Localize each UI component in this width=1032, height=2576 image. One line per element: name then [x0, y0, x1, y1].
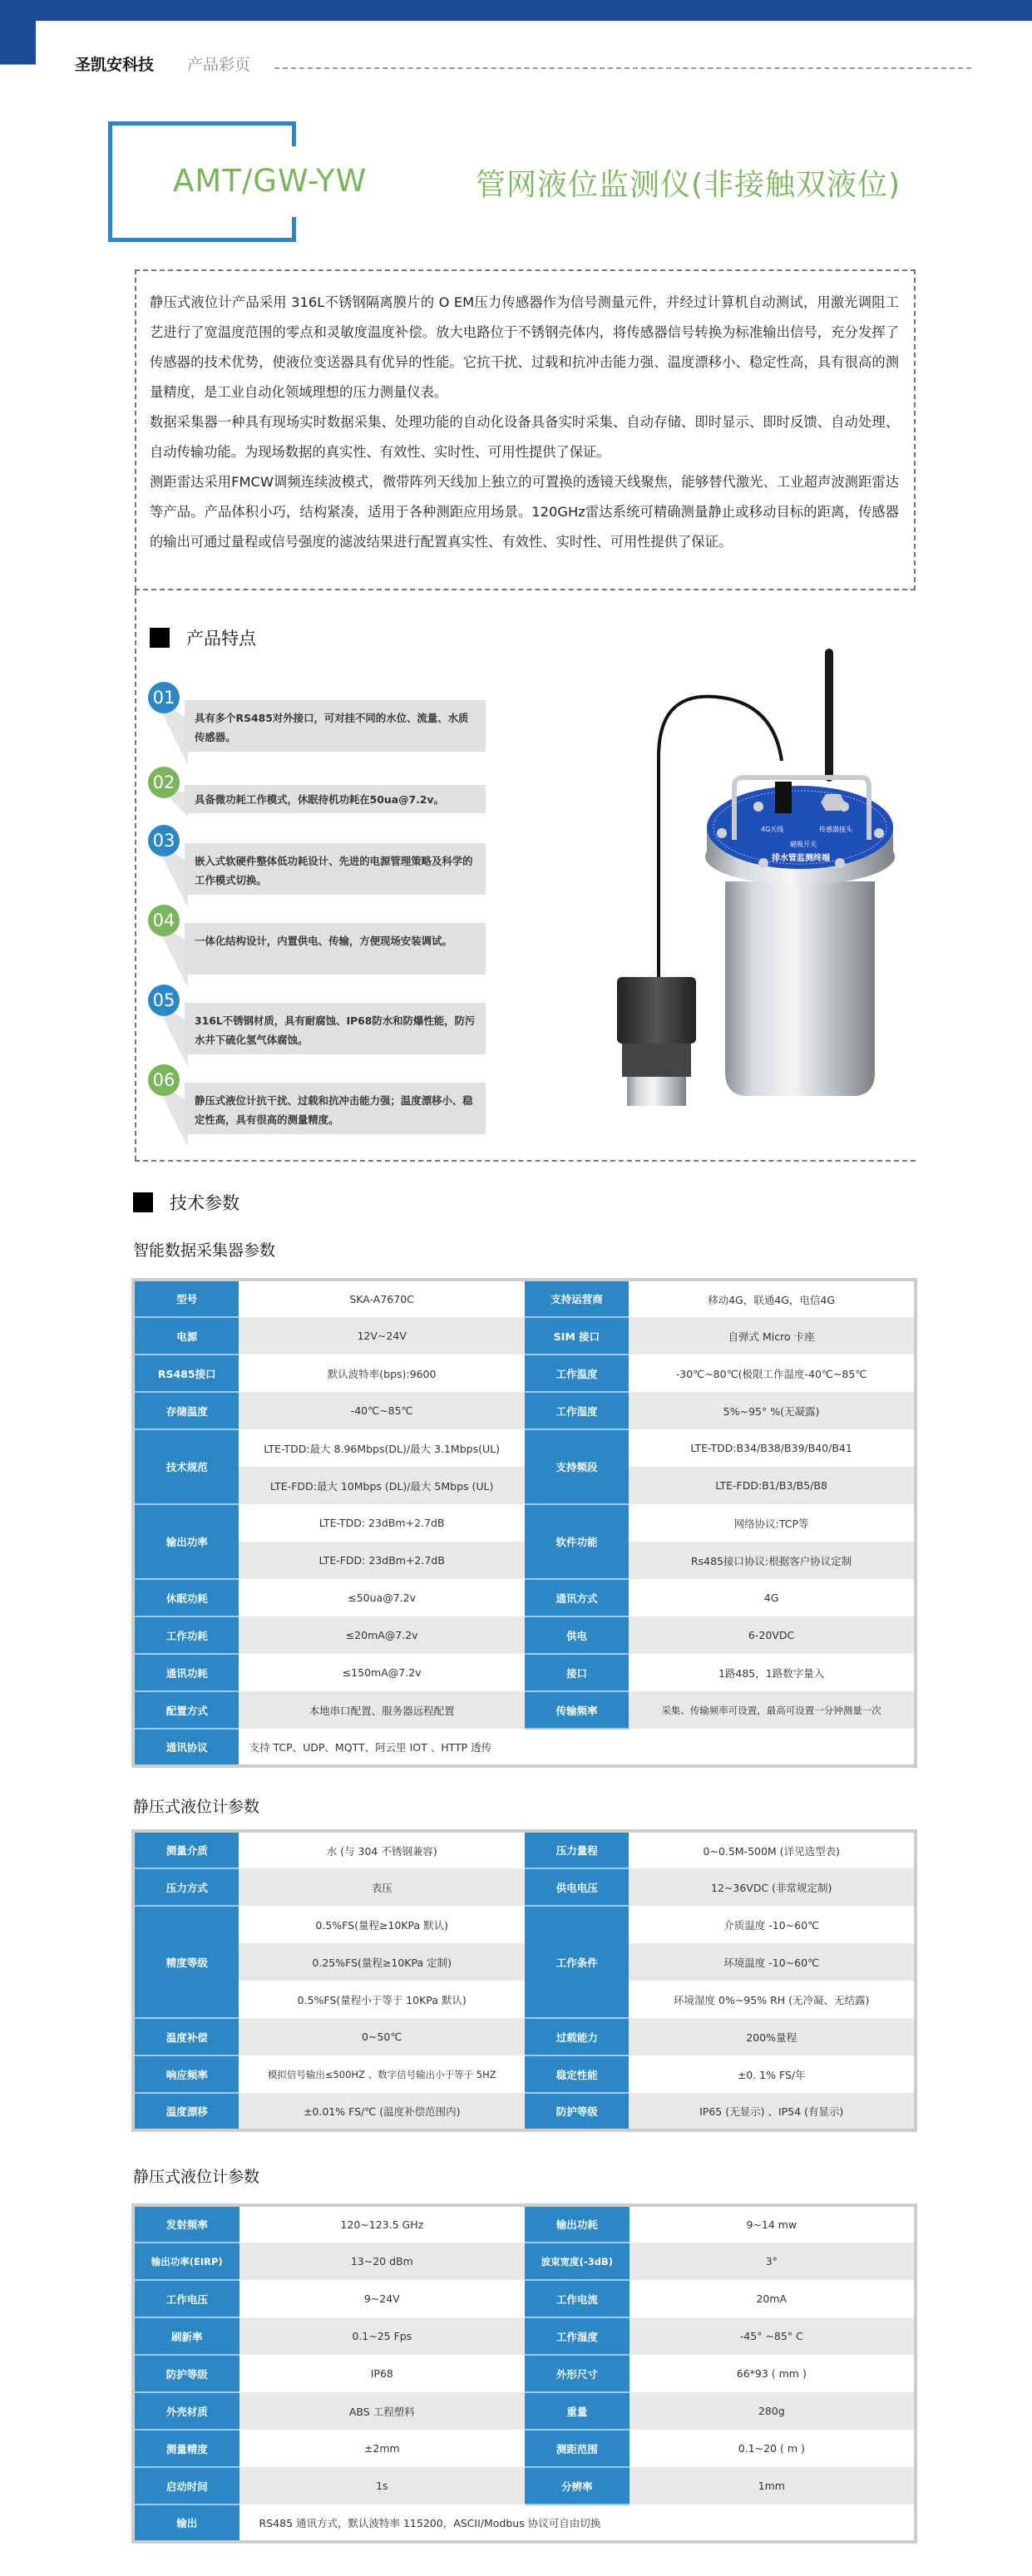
- spec-value: 1mm: [630, 2467, 916, 2504]
- svg-text:传感器接头: 传感器接头: [819, 826, 852, 833]
- feature-number-badge: 01: [148, 682, 180, 713]
- spec-value: 环境湿度 0%~95% RH (无冷凝、无结露): [629, 1981, 916, 2018]
- spec-value: 1路485，1路数字量入: [629, 1654, 916, 1691]
- spec-value: IP65 (无显示) 、IP54 (有显示): [629, 2093, 916, 2130]
- spec-label: 测量介质: [133, 1831, 239, 1868]
- table2-title: 静压式液位计参数: [133, 1798, 260, 1816]
- spec-value: 0.5%FS(量程≥10KPa 默认): [239, 1906, 525, 1943]
- spec-label: 测距范围: [525, 2430, 630, 2467]
- table-row: [133, 1691, 916, 1729]
- spec-value: 模拟信号输出≤500HZ 、数字信号输出小于等于 5HZ: [239, 2055, 525, 2093]
- spec-label: 休眠功耗: [133, 1579, 239, 1616]
- spec-label: 输出: [133, 2504, 239, 2542]
- svg-text:4G天线: 4G天线: [761, 826, 784, 833]
- spec-label: 型号: [133, 1280, 239, 1317]
- spec-value: 12~36VDC (非常规定制): [629, 1868, 916, 1906]
- intro-paragraph: 数据采集器一种具有现场实时数据采集、处理功能的自动化设备具备实时采集、自动存储、即时显示、即时反馈、自动处理、自动传输功能。为现场数据的真实性、有效性、实时性、可用性提供了保证。: [150, 414, 899, 460]
- table-row: [133, 1729, 916, 1766]
- spec-label: SIM 接口: [525, 1317, 629, 1355]
- svg-text:排水管监测终端: 排水管监测终端: [772, 854, 830, 863]
- pressure-gauge-spec-table: [131, 1829, 917, 2132]
- spec-label: 输出功耗: [525, 2205, 630, 2243]
- spec-value: 12V~24V: [239, 1317, 524, 1355]
- features-bottom-border: [135, 1160, 916, 1162]
- spec-value: 120~123.5 GHz: [239, 2205, 526, 2243]
- spec-label: 压力量程: [525, 1831, 629, 1868]
- spec-value: 3°: [630, 2243, 916, 2280]
- features-heading: [150, 625, 256, 650]
- spec-label: 重量: [525, 2392, 630, 2430]
- spec-value: 6-20VDC: [629, 1616, 916, 1654]
- spec-label: RS485接口: [133, 1355, 239, 1392]
- specs-heading-text: 技术参数: [170, 1193, 239, 1213]
- spec-value: 介质温度 -10~60℃: [629, 1906, 916, 1943]
- table-row: [133, 2280, 916, 2317]
- table-row: [133, 2355, 916, 2392]
- radar-spec-table: [131, 2203, 917, 2544]
- spec-label: 防护等级: [525, 2093, 629, 2130]
- spec-value: RS485 通讯方式，默认波特率 115200，ASCII/Modbus 协议可自由切换: [239, 2504, 916, 2542]
- table3-title: 静压式液位计参数: [133, 2168, 260, 2186]
- table-row: [133, 1317, 916, 1355]
- spec-value: 9~24V: [239, 2280, 526, 2317]
- table-row: [133, 1616, 916, 1654]
- spec-label: 测量精度: [133, 2430, 239, 2467]
- spec-value: LTE-FDD:B1/B3/B5/B8: [629, 1467, 916, 1504]
- spec-label: 配置方式: [133, 1691, 239, 1729]
- spec-label: 电源: [133, 1317, 239, 1355]
- spec-label: 供电电压: [525, 1868, 629, 1906]
- table-row: [133, 1280, 916, 1317]
- top-banner-bar: [0, 0, 1032, 21]
- product-image: [582, 640, 915, 1106]
- spec-value: LTE-TDD:最大 8.96Mbps(DL)/最大 3.1Mbps(UL): [239, 1429, 524, 1467]
- spec-value: 移动4G，联通4G，电信4G: [629, 1280, 916, 1317]
- spec-value: ABS 工程塑料: [239, 2392, 526, 2430]
- spec-label: 通讯功耗: [133, 1654, 239, 1691]
- table-row: [133, 2504, 916, 2542]
- spec-value: -45° ~85° C: [630, 2317, 916, 2355]
- spec-value: ≤150mA@7.2v: [239, 1654, 524, 1691]
- square-bullet-icon: [150, 628, 170, 648]
- table-row: [133, 1943, 916, 1981]
- table-row: [133, 1355, 916, 1392]
- spec-label: 发射频率: [133, 2205, 239, 2243]
- feature-number-badge: 06: [148, 1064, 180, 1096]
- spec-value: ±2mm: [239, 2430, 526, 2467]
- spec-value: 0~50℃: [239, 2018, 525, 2055]
- spec-value: 表压: [239, 1868, 525, 1906]
- spec-label: 精度等级: [133, 1906, 239, 2018]
- spec-value: 0~0.5M-500M (详见选型表): [629, 1831, 916, 1868]
- spec-value: ±0.01% FS/℃ (温度补偿范围内): [239, 2093, 525, 2130]
- spec-value: 本地串口配置、服务器远程配置: [239, 1691, 524, 1729]
- spec-value: 4G: [629, 1579, 916, 1616]
- spec-label: 温度补偿: [133, 2018, 239, 2055]
- brand-subtitle: 产品彩页: [187, 56, 251, 74]
- spec-label: 传输频率: [525, 1691, 629, 1729]
- spec-label: 温度漂移: [133, 2093, 239, 2130]
- feature-number-badge: 05: [148, 985, 180, 1016]
- spec-label: 软件功能: [525, 1504, 629, 1579]
- spec-value: ≤50ua@7.2v: [239, 1579, 524, 1616]
- spec-label: 通讯方式: [525, 1579, 629, 1616]
- feature-number-badge: 02: [148, 767, 180, 798]
- spec-label: 防护等级: [133, 2355, 239, 2392]
- spec-label: 外形尺寸: [525, 2355, 630, 2392]
- spec-label: 启动时间: [133, 2467, 239, 2504]
- spec-label: 波束宽度(-3dB): [525, 2243, 630, 2280]
- brand-name: 圣凯安科技: [75, 56, 155, 74]
- spec-value: 支持 TCP、UDP、MQTT、阿云里 IOT 、HTTP 透传: [239, 1729, 916, 1766]
- spec-label: 工作温度: [525, 1355, 629, 1392]
- feature-number-badge: 03: [148, 825, 180, 856]
- spec-value: 水 (与 304 不锈钢兼容): [239, 1831, 525, 1868]
- spec-label: 工作电压: [133, 2280, 239, 2317]
- product-model: AMT/GW-YW: [173, 163, 368, 199]
- spec-value: 0.5%FS(量程小于等于 10KPa 默认): [239, 1981, 525, 2018]
- spec-label: 工作湿度: [525, 1392, 629, 1429]
- spec-value: 13~20 dBm: [239, 2243, 526, 2280]
- spec-value: -40℃~85℃: [239, 1392, 524, 1429]
- table-row: [133, 1467, 916, 1504]
- spec-label: 工作湿度: [525, 2317, 630, 2355]
- table-row: [133, 1392, 916, 1429]
- spec-label: 工作功耗: [133, 1616, 239, 1654]
- spec-label: 压力方式: [133, 1868, 239, 1906]
- spec-value: ±0. 1% FS/年: [629, 2055, 916, 2093]
- table-row: [133, 1906, 916, 1943]
- feature-text: 嵌入式软硬件整体低功耗设计、先进的电源管理策略及科学的工作模式切换。: [185, 843, 486, 895]
- feature-text: 具有多个RS485对外接口，可对挂不同的水位、流量、水质传感器。: [185, 700, 486, 752]
- spec-value: 0.25%FS(量程≥10KPa 定制): [239, 1943, 525, 1981]
- spec-value: 66*93 ( mm ): [630, 2355, 916, 2392]
- level-monitor-device-icon: [582, 640, 915, 1106]
- spec-label: 技术规范: [133, 1429, 239, 1504]
- spec-label: 刷新率: [133, 2317, 239, 2355]
- model-frame-right-bottom: [292, 217, 296, 242]
- features-left-border: [135, 590, 136, 1161]
- table-row: [133, 1542, 916, 1579]
- spec-label: 通讯协议: [133, 1729, 239, 1766]
- spec-label: 存储温度: [133, 1392, 239, 1429]
- spec-label: 工作条件: [525, 1906, 629, 2018]
- table-row: [133, 1429, 916, 1467]
- svg-text:磁吸开关: 磁吸开关: [790, 841, 817, 848]
- square-bullet-icon: [133, 1192, 153, 1212]
- table-row: [133, 1868, 916, 1906]
- spec-value: 0.1~20 ( m ): [630, 2430, 916, 2467]
- spec-value: Rs485接口协议:根据客户协议定制: [629, 1542, 916, 1579]
- spec-label: 输出功率: [133, 1504, 239, 1579]
- spec-label: 分辨率: [525, 2467, 630, 2504]
- intro-box: [135, 269, 916, 590]
- table-row: [133, 2205, 916, 2243]
- feature-text: 一体化结构设计，内置供电、传输，方便现场安装调试。: [185, 923, 486, 975]
- spec-label: 外壳材质: [133, 2392, 239, 2430]
- table-row: [133, 2392, 916, 2430]
- spec-value: 280g: [630, 2392, 916, 2430]
- spec-value: 9~14 mw: [630, 2205, 916, 2243]
- intro-paragraph: 静压式液位计产品采用 316L不锈钢隔离膜片的 O EM压力传感器作为信号测量元件，并经过计算机自动测试，用激光调阻工艺进行了宽温度范围的零点和灵敏度温度补偿。放大电路位于不锈钢壳体内，将传感器信号转换为标准输出信号，充分发挥了传感器的技术优势，使液位变送器具有优异的性能。它抗干扰、过载和抗冲击能力强、温度漂移小、稳定性高，具有很高的测量精度，是工业自动化领域理想的压力测量仪表。: [150, 294, 899, 400]
- spec-value: 网络协议:TCP等: [629, 1504, 916, 1542]
- spec-value: ≤20mA@7.2v: [239, 1616, 524, 1654]
- spec-value: 1s: [239, 2467, 526, 2504]
- features-heading-text: 产品特点: [186, 629, 256, 649]
- collector-spec-table: [131, 1278, 917, 1768]
- spec-value: 20mA: [630, 2280, 916, 2317]
- spec-label: 响应频率: [133, 2055, 239, 2093]
- spec-label: 稳定性能: [525, 2055, 629, 2093]
- specs-heading: [133, 1190, 239, 1215]
- model-frame-right-top: [292, 121, 296, 146]
- table-row: [133, 1654, 916, 1691]
- table-row: [133, 2430, 916, 2467]
- spec-label: 供电: [525, 1616, 629, 1654]
- spec-value: 200%量程: [629, 2018, 916, 2055]
- table-row: [133, 1831, 916, 1868]
- spec-label: 接口: [525, 1654, 629, 1691]
- spec-value: 5%~95° %(无凝露): [629, 1392, 916, 1429]
- product-title: 管网液位监测仪(非接触双液位): [476, 168, 901, 202]
- feature-text: 具备微功耗工作模式，休眠待机功耗在50ua@7.2v。: [185, 785, 486, 813]
- table-row: [133, 1981, 916, 2018]
- spec-label: 支持运营商: [525, 1280, 629, 1317]
- spec-value: -30℃~80℃(极限工作温度-40℃~85℃: [629, 1355, 916, 1392]
- spec-label: 过载能力: [525, 2018, 629, 2055]
- table1-title: 智能数据采集器参数: [133, 1241, 276, 1260]
- table-row: [133, 1579, 916, 1616]
- spec-value: 自弹式 Micro 卡座: [629, 1317, 916, 1355]
- spec-value: LTE-TDD: 23dBm+2.7dB: [239, 1504, 524, 1542]
- spec-value: LTE-TDD:B34/B38/B39/B40/B41: [629, 1429, 916, 1467]
- table-row: [133, 2093, 916, 2130]
- feature-text: 静压式液位计抗干扰、过载和抗冲击能力强；温度漂移小、稳定性高，具有很高的测量精度。: [185, 1083, 486, 1134]
- spec-value: IP68: [239, 2355, 526, 2392]
- table-row: [133, 1504, 916, 1542]
- feature-text: 316L不锈钢材质，具有耐腐蚀、IP68防水和防爆性能，防污水井下硫化氢气体腐蚀。: [185, 1003, 486, 1054]
- spec-value: LTE-FDD: 23dBm+2.7dB: [239, 1542, 524, 1579]
- table-row: [133, 2018, 916, 2055]
- intro-paragraph: 测距雷达采用FMCW调频连续波模式，微带阵列天线加上独立的可置换的透镜天线聚焦，能够替代激光、工业超声波测距雷达等产品。产品体积小巧，结构紧凑，适用于各种测距应用场景。120GHz雷达系统可精确测量静止或移动目标的距离，传感器的输出可通过量程或信号强度的滤波结果进行配置真实性、有效性、实时性、可用性提供了保证。: [150, 474, 899, 550]
- spec-label: 输出功率(EIRP): [133, 2243, 239, 2280]
- table-row: [133, 2055, 916, 2093]
- spec-value: SKA-A7670C: [239, 1280, 524, 1317]
- header-divider: [274, 67, 971, 69]
- table-row: [133, 2467, 916, 2504]
- spec-value: 默认波特率(bps):9600: [239, 1355, 524, 1392]
- spec-value: LTE-FDD:最大 10Mbps (DL)/最大 5Mbps (UL): [239, 1467, 524, 1504]
- spec-label: 支持频段: [525, 1429, 629, 1504]
- top-banner-corner: [0, 0, 36, 65]
- spec-value: 0.1~25 Fps: [239, 2317, 526, 2355]
- feature-number-badge: 04: [148, 905, 180, 936]
- table-row: [133, 2317, 916, 2355]
- table-row: [133, 2243, 916, 2280]
- spec-value: 环境温度 -10~60℃: [629, 1943, 916, 1981]
- spec-value: 采集、传输频率可设置，最高可设置一分钟测量一次: [629, 1691, 916, 1729]
- spec-label: 工作电流: [525, 2280, 630, 2317]
